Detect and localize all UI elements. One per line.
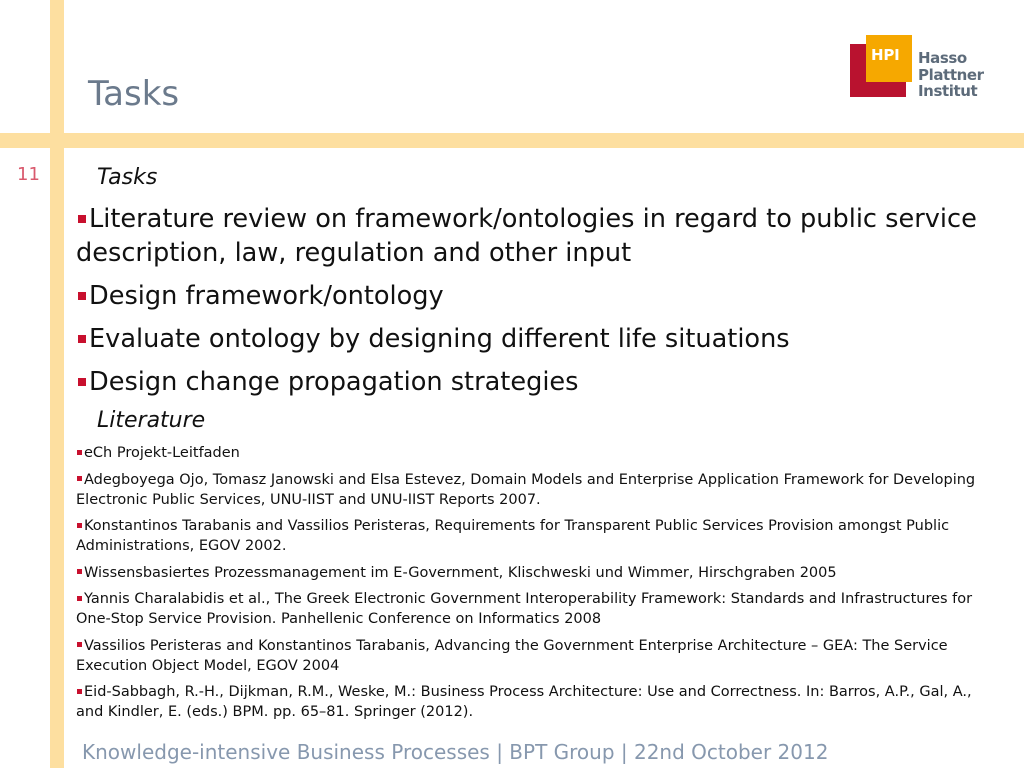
literature-text: Yannis Charalabidis et al., The Greek Electronic Government Interoperability Framework: Standards and Infrastructures for One-Stop Service Provision. Panhellenic Conference on Informatics 2008: [76, 591, 973, 627]
slide-footer: Knowledge-intensive Business Processes | BPT Group | 22nd October 2012: [82, 740, 829, 764]
task-item: [76, 365, 1000, 399]
square-bullet-icon: [77, 450, 82, 455]
task-text: Design change propagation strategies: [89, 367, 579, 397]
literature-item: [76, 470, 1000, 510]
literature-item: [76, 589, 1000, 629]
literature-text: eCh Projekt-Leitfaden: [84, 445, 240, 461]
square-bullet-icon: [77, 642, 82, 647]
literature-text: Konstantinos Tarabanis and Vassilios Peristeras, Requirements for Transparent Public Services Provision amongst Public Administrations, EGOV 2002.: [76, 518, 950, 554]
task-text: Design framework/ontology: [89, 281, 444, 311]
literature-text: Eid-Sabbagh, R.-H., Dijkman, R.M., Weske, M.: Business Process Architecture: Use and Correctness. In: Barros, A.P., Gal, A., and Kindler, E. (eds.) BPM. pp. 65–81. Springer (2012).: [76, 684, 972, 720]
square-bullet-icon: [77, 476, 82, 481]
logo-name-line: Hasso: [918, 49, 967, 67]
literature-item: [76, 443, 1000, 463]
literature-item: [76, 636, 1000, 676]
literature-item: [76, 682, 1000, 722]
literature-heading: Literature: [97, 408, 206, 433]
task-item: [76, 279, 1000, 313]
literature-list: [76, 443, 1000, 722]
literature-item: [76, 516, 1000, 556]
literature-text: Adegboyega Ojo, Tomasz Janowski and Elsa Estevez, Domain Models and Enterprise Application Framework for Developing Electronic Public Services, UNU-IIST and UNU-IIST Reports 2007.: [76, 471, 976, 508]
square-bullet-icon: [78, 292, 86, 300]
literature-text: Vassilios Peristeras and Konstantinos Tarabanis, Advancing the Government Enterprise Architecture – GEA: The Service Execution Object Model, EGOV 2004: [76, 637, 948, 674]
task-text: Evaluate ontology by designing different life situations: [89, 324, 790, 354]
literature-item: [76, 563, 1000, 583]
square-bullet-icon: [78, 335, 86, 343]
literature-text: Wissensbasiertes Prozessmanagement im E-Government, Klischweski und Wimmer, Hirschgraben 2005: [84, 564, 837, 581]
square-bullet-icon: [77, 523, 82, 528]
task-text: Literature review on framework/ontologies in regard to public service description, law, regulation and other input: [76, 204, 977, 268]
square-bullet-icon: [78, 215, 86, 223]
accent-band-horizontal: [0, 133, 1024, 148]
slide-number: 11: [17, 164, 40, 185]
square-bullet-icon: [77, 689, 82, 694]
square-bullet-icon: [77, 569, 82, 574]
slide-title: Tasks: [88, 74, 180, 114]
square-bullet-icon: [78, 378, 86, 386]
logo-institute-name: [918, 50, 984, 100]
task-item: [76, 322, 1000, 356]
task-item: [76, 202, 1000, 270]
logo-badge-text: HPI: [871, 46, 900, 64]
tasks-heading: Tasks: [97, 165, 158, 190]
logo-orange-square: [866, 35, 912, 82]
task-list: [76, 202, 1000, 399]
logo-name-line: Institut: [918, 82, 978, 100]
square-bullet-icon: [77, 596, 82, 601]
hpi-logo: [850, 35, 990, 99]
accent-band-vertical: [50, 0, 64, 768]
logo-name-line: Plattner: [918, 65, 984, 84]
